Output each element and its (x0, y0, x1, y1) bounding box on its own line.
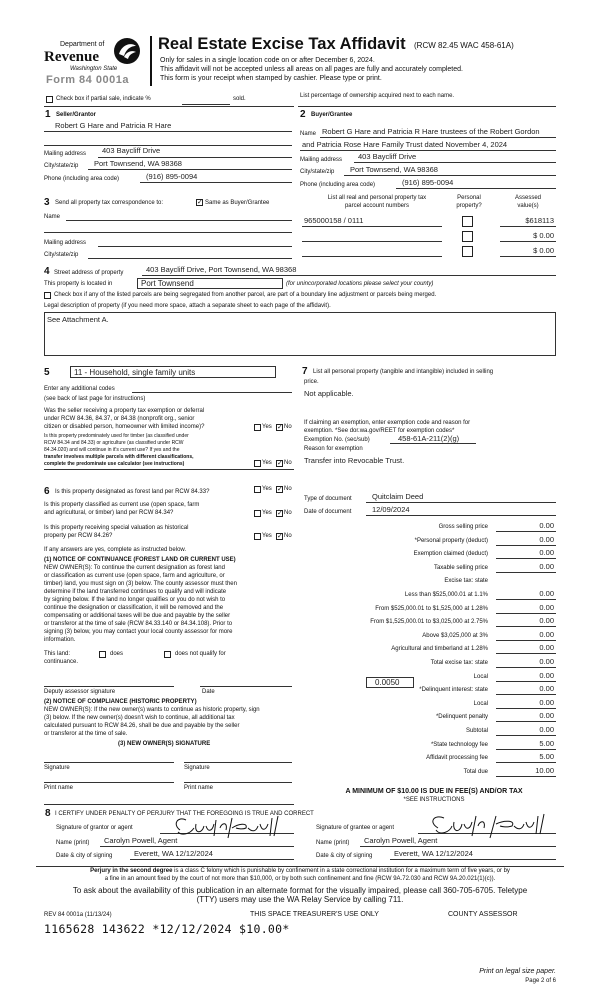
grantor-name[interactable]: Carolyn Powell, Agent (104, 836, 178, 845)
calc-row-value[interactable]: 0.00 (539, 521, 554, 530)
table-row (500, 241, 556, 242)
assessed-value-3[interactable]: $ 0.00 (533, 246, 554, 255)
q-exemption-yes-checkbox[interactable] (254, 424, 261, 431)
calc-row-label: Less than $525,000.01 at 1.1% (404, 592, 488, 598)
calc-row-value[interactable]: 0.00 (539, 657, 554, 666)
notice-continuance-line: information. (44, 637, 76, 643)
seller-title: Seller/Grantor (56, 112, 97, 118)
personal-property-checkbox-2[interactable] (462, 231, 473, 242)
calc-row-label: Local (473, 701, 488, 707)
doc-type-line (366, 502, 556, 503)
calc-row-label: Total due (463, 769, 488, 775)
dept-line1: Department of (60, 41, 105, 48)
new-owner-signature-title: (3) NEW OWNER(S) SIGNATURE (118, 741, 211, 747)
calc-row-line (496, 749, 556, 750)
personal-property-label-l1: List all personal property (tangible and intangible) included in selling (313, 369, 494, 375)
see-instructions: *SEE INSTRUCTIONS (403, 797, 465, 803)
yes-label: Yes (262, 486, 272, 492)
signature-label: Signature (184, 765, 210, 771)
additional-codes-field[interactable] (132, 392, 292, 393)
seller-city-line (88, 169, 292, 170)
no-label: No (284, 533, 292, 539)
no-label: No (284, 486, 292, 492)
header-note1: Only for sales in a single location code on or after December 6, 2024. (160, 57, 375, 64)
divider (44, 804, 294, 805)
buyer-name-line2[interactable]: and Patricia Rose Hare Family Trust dated November 4, 2024 (302, 140, 508, 149)
divider (44, 106, 294, 107)
grantor-date-city[interactable]: Everett, WA 12/12/2024 (134, 849, 213, 858)
notice-continuance-line: continue the designation or classification, it will be removed and the (44, 605, 224, 611)
q-timber-no-checkbox[interactable]: ✓ (277, 460, 283, 467)
table-row (302, 226, 442, 227)
parcel-col2-line1: Personal (457, 195, 481, 201)
parcel-col3-line1: Assessed (514, 195, 541, 201)
continuance-label: continuance. (44, 659, 79, 665)
notice-continuance-line: signing (3) below, you may contact your local county assessor for more (44, 629, 233, 635)
segregated-label: Check box if any of the listed parcels are being segregated from another parcel, are part of a boundary line adjustment or parcels being merged. (54, 292, 437, 298)
yes-label: Yes (262, 460, 272, 466)
table-row (500, 226, 556, 227)
calc-row-label: *Personal property (deduct) (414, 538, 488, 544)
header-divider (150, 36, 152, 86)
section-8-number: 8 (45, 808, 51, 819)
q-forest-no-checkbox[interactable]: ✓ (277, 486, 283, 493)
buyer-mailing-line (354, 162, 556, 163)
partial-sale-label: Check box if partial sale, indicate % (56, 96, 151, 102)
no-label: No (284, 424, 292, 430)
calc-row-value[interactable]: 0.00 (539, 711, 554, 720)
grantee-signature-icon (424, 812, 554, 840)
perjury-line2: a fine in an amount fixed by the court of not more than $10,000, or by both such confinement and fine (RCW 9A.72.030 and RCW 9A.20.021(1)(c)). (104, 876, 496, 882)
certify-statement: I CERTIFY UNDER PENALTY OF PERJURY THAT THE FOREGOING IS TRUE AND CORRECT (55, 811, 314, 817)
exemption-label-l1: If claiming an exemption, enter exemption code and reason for (304, 420, 471, 426)
seller-city[interactable]: Port Townsend, WA 98368 (94, 159, 182, 168)
q-exemption-l2: under RCW 84.36, 84.37, or 84.38 (nonprofit org., senior (44, 416, 195, 422)
q-exemption-no-checkbox[interactable]: ✓ (277, 424, 283, 431)
calc-row-line (496, 626, 556, 627)
land-use-code: 11 - Household, single family units (74, 368, 196, 377)
legal-label: Legal description of property (if you need more space, attach a separate sheet to each page of the affidavit). (44, 303, 331, 309)
owner-signature-field-2[interactable] (184, 762, 292, 763)
section-4-number: 4 (44, 266, 50, 277)
q-current-use-no-checkbox[interactable]: ✓ (277, 510, 283, 517)
parcel-number-1[interactable]: 965000158 / 0111 (304, 216, 364, 225)
same-as-buyer-checkbox[interactable]: ✓ (197, 199, 203, 206)
notice-compliance-line: calculated pursuant to RCW 84.26, shall be due and payable by the seller (44, 723, 240, 729)
grantee-date-line (390, 859, 556, 860)
divider (298, 106, 556, 107)
notice-continuance-line: NEW OWNER(S): To continue the current designation as forest land (44, 565, 225, 571)
dor-logo-icon (112, 36, 142, 66)
form-title: Real Estate Excise Tax Affidavit (158, 35, 406, 53)
perjury-bold: Perjury in the second degree (90, 868, 173, 874)
land-does-checkbox[interactable] (99, 651, 106, 658)
doc-date-label: Date of document (304, 509, 352, 515)
owner-print-name-field-1[interactable] (44, 782, 174, 783)
calc-row-value[interactable]: 0.00 (539, 698, 554, 707)
grantor-name-line (100, 846, 294, 847)
calc-row-label: Total excise tax: state (430, 660, 488, 666)
personal-property-value[interactable]: Not applicable. (304, 389, 354, 398)
land-does-not-label: does not qualify for (175, 651, 226, 657)
seller-city-label: City/state/zip (44, 163, 79, 169)
s3-mailing-field[interactable] (98, 246, 292, 247)
calc-row-value[interactable]: 5.00 (539, 752, 554, 761)
q-timber-l5: complete the predominate use calculator (see instructions) (44, 461, 185, 467)
calc-row-line (496, 667, 556, 668)
dept-line3: Washington State (70, 66, 118, 72)
seller-name-line2 (44, 145, 292, 146)
legal-description: See Attachment A. (47, 315, 109, 324)
buyer-city-line (344, 175, 556, 176)
calc-row-label: Agricultural and timberland at 1.28% (391, 646, 488, 652)
calc-row-label: From $1,525,000.01 to $3,025,000 at 2.75% (370, 619, 488, 625)
header-note2: This affidavit will not be accepted unless all areas on all pages are fully and accurately completed. (160, 66, 463, 73)
calc-row-value[interactable]: 0.00 (539, 684, 554, 693)
calc-row-value[interactable]: 0.00 (539, 616, 554, 625)
grantee-name[interactable]: Carolyn Powell, Agent (364, 836, 438, 845)
location-value: Port Townsend (141, 279, 194, 288)
parcel-col2-line2: property? (456, 203, 482, 209)
grantee-date-city[interactable]: Everett, WA 12/12/2024 (394, 849, 473, 858)
buyer-name-underline (320, 137, 556, 138)
notice-continuance-title: (1) NOTICE OF CONTINUANCE (FOREST LAND OR CURRENT USE) (44, 557, 236, 563)
minimum-due: A MINIMUM OF $10.00 IS DUE IN FEE(S) AND/OR TAX (345, 788, 523, 795)
calc-row-value[interactable]: 0.00 (539, 671, 554, 680)
calc-row-value[interactable]: 0.00 (539, 548, 554, 557)
calc-row-value[interactable]: 0.00 (539, 643, 554, 652)
grantor-name-label: Name (print) (56, 840, 90, 846)
print-name-label: Print name (44, 785, 74, 791)
signature-label: Signature (44, 765, 70, 771)
partial-sale-checkbox[interactable] (46, 96, 53, 103)
section-3-number: 3 (44, 197, 50, 208)
calc-row-label: *Delinquent interest: state (419, 687, 488, 693)
notice-continuance-line: timber) land, you must sign on (3) below. The county assessor must then (44, 581, 237, 587)
q-historic-yes-checkbox[interactable] (254, 533, 261, 540)
calc-row-label: Subtotal (465, 728, 488, 734)
notice-continuance-line: or transferor at the time of sale (RCW 84.33.140 or 84.34.108). Prior to (44, 621, 233, 627)
buyer-city[interactable]: Port Townsend, WA 98368 (350, 165, 438, 174)
q-exemption-l1: Was the seller receiving a property tax exemption or deferral (44, 408, 205, 414)
doc-date-line (366, 515, 556, 516)
calc-row-label: *State technology fee (430, 742, 488, 748)
grantor-date-line (130, 859, 294, 860)
calc-row-value[interactable]: 0.00 (539, 589, 554, 598)
deputy-signature-field[interactable] (44, 686, 174, 687)
reason-label: Reason for exemption (304, 446, 363, 452)
form-number: Form 84 0001a (46, 74, 129, 86)
calc-row-line (496, 735, 556, 736)
owner-print-name-field-2[interactable] (184, 782, 292, 783)
section-6-number: 6 (44, 486, 50, 497)
page-number: Page 2 of 6 (525, 978, 556, 984)
located-label: This property is located in (44, 281, 113, 287)
deputy-signature-label: Deputy assessor signature (44, 689, 116, 695)
notice-continuance-line: determine if the land transferred continues to qualify and will indicate (44, 589, 227, 595)
parcel-col1-line1: List all real and personal property tax (327, 195, 427, 201)
q-timber-l1: Is this property predominately used for timber (as classified under (44, 433, 189, 439)
buyer-phone-label: Phone (including area code) (300, 182, 376, 188)
land-does-not-checkbox[interactable] (164, 651, 171, 658)
calc-row-value[interactable]: 5.00 (539, 739, 554, 748)
calc-row-label: Taxable selling price (433, 565, 488, 571)
partial-percent-field[interactable] (182, 104, 230, 105)
s3-mailing-label: Mailing address (44, 240, 87, 246)
calc-row-value[interactable]: 0.00 (539, 725, 554, 734)
dept-line2: Revenue (44, 49, 99, 65)
q-current-use-l2: and agricultural, or timber) land per RCW 84.34? (44, 510, 174, 516)
additional-codes-label: Enter any additional codes (44, 386, 115, 392)
seller-name-line (44, 131, 292, 132)
form-rcw: (RCW 82.45 WAC 458-61A) (414, 41, 514, 50)
grantor-signature-icon (168, 814, 288, 840)
parcel-number-2[interactable] (302, 241, 442, 242)
buyer-name-underline2 (300, 150, 556, 151)
calc-row-line (496, 721, 556, 722)
rev-label: REV 84 0001a (11/13/24) (44, 912, 112, 918)
s3-name-line2[interactable] (44, 232, 292, 233)
seller-mailing-line (98, 157, 292, 158)
q-timber-yes-checkbox[interactable] (254, 460, 261, 467)
assessed-value-2[interactable]: $ 0.00 (533, 231, 554, 240)
same-as-buyer-label: Same as Buyer/Grantee (205, 200, 270, 206)
personal-property-checkbox-3[interactable] (462, 246, 473, 257)
exemption-no-line (390, 443, 476, 444)
this-land-label: This land: (44, 651, 71, 657)
access-line1: To ask about the availability of this publication in an alternate format for the visually impaired, please call 360-705-6705. Teletype (72, 886, 528, 895)
divider (36, 866, 564, 867)
land-does-label: does (110, 651, 124, 657)
calc-row-line (496, 558, 556, 559)
section-7-number: 7 (302, 366, 308, 377)
unincorporated-note: (for unincorporated locations please select your county) (286, 281, 434, 287)
no-label: No (284, 510, 292, 516)
s3-name-label: Name (44, 214, 61, 220)
exemption-no-label: Exemption No. (sec/sub) (304, 437, 370, 443)
yes-label: Yes (262, 533, 272, 539)
calc-row-line (496, 545, 556, 546)
q-historic-l2: property per RCW 84.26? (44, 533, 113, 539)
grantee-sig-label: Signature of grantee or agent (316, 825, 395, 831)
local-rate: 0.0050 (375, 678, 400, 687)
calc-row-value[interactable]: 10.00 (535, 766, 554, 775)
owner-signature-field-1[interactable] (44, 762, 174, 763)
calc-row-line (496, 572, 556, 573)
section-1-number: 1 (45, 109, 51, 120)
calc-row-label: *Delinquent penalty (435, 714, 488, 720)
segregated-checkbox[interactable] (44, 292, 51, 299)
table-row (500, 256, 556, 257)
q-timber-l3: 84.34.020) and will continue in it's current use? If yes and the (44, 447, 180, 453)
calc-row-line (496, 694, 556, 695)
street-address[interactable]: 403 Baycliff Drive, Port Townsend, WA 98368 (146, 265, 297, 274)
doc-date-value[interactable]: 12/09/2024 (372, 505, 410, 514)
yes-label: Yes (262, 424, 272, 430)
correspondence-label: Send all property tax correspondence to: (55, 200, 164, 206)
buyer-city-label: City/state/zip (300, 169, 335, 175)
assessed-value-1[interactable]: $618113 (525, 216, 554, 225)
divider (44, 469, 294, 470)
notice-continuance-line: or classification as current use (open space, farm and agriculture, or (44, 573, 225, 579)
calc-row-label: Local (473, 674, 488, 680)
doc-type-value[interactable]: Quitclaim Deed (372, 492, 424, 501)
notice-compliance-line: NEW OWNER(S): If the new owner(s) wants to continue as historic property, sign (44, 707, 260, 713)
legal-description-field[interactable] (44, 312, 556, 356)
parcel-col1-line2: parcel account numbers (344, 203, 410, 209)
personal-property-checkbox-1[interactable] (462, 216, 473, 227)
personal-property-label-l2: price. (304, 379, 319, 385)
buyer-title: Buyer/Grantee (311, 112, 353, 118)
calc-row-line (496, 708, 556, 709)
grantee-name-label: Name (print) (316, 840, 350, 846)
perjury-line1 (36, 868, 564, 874)
buyer-phone-line (396, 188, 556, 189)
grantor-sig-label: Signature of grantor or agent (56, 825, 133, 831)
ownership-label: List percentage of ownership acquired next to each name. (300, 93, 455, 99)
q-historic-no-checkbox[interactable]: ✓ (277, 533, 283, 540)
buyer-mailing-label: Mailing address (300, 157, 343, 163)
treasurer-label: THIS SPACE TREASURER'S USE ONLY (250, 911, 379, 918)
street-label: Street address of property (54, 270, 124, 276)
seller-mailing[interactable]: 403 Baycliff Drive (102, 146, 161, 155)
q-current-use-l1: Is this property classified as current use (open space, farm (44, 502, 200, 508)
calc-row-value[interactable]: 0.00 (539, 603, 554, 612)
seller-phone[interactable]: (916) 895-0094 (146, 172, 198, 181)
legal-size-note: Print on legal size paper. (479, 968, 556, 975)
deputy-date-label: Date (202, 689, 215, 695)
grantee-name-line (360, 846, 556, 847)
see-back-label: (see back of last page for instructions) (44, 396, 146, 402)
q-timber-l2: RCW 84.34 and 84.33) or agriculture (as classified under RCW (44, 440, 184, 446)
yes-label: Yes (262, 510, 272, 516)
header-note3: This form is your receipt when stamped by cashier. Please type or print. (160, 75, 382, 82)
calc-row-line (496, 640, 556, 641)
q-current-use-yes-checkbox[interactable] (254, 510, 261, 517)
doc-type-label: Type of document (304, 496, 352, 502)
print-name-label: Print name (184, 785, 214, 791)
q-forest: Is this property designated as forest land per RCW 84.33? (55, 489, 210, 495)
partial-sold-label: sold. (233, 96, 246, 102)
calc-row-line (496, 681, 556, 682)
exemption-no[interactable]: 458-61A-211(2)(g) (398, 434, 460, 443)
buyer-mailing[interactable]: 403 Baycliff Drive (358, 152, 417, 161)
parcel-number-3[interactable] (302, 256, 442, 257)
s3-name-field[interactable] (66, 220, 292, 221)
no-label: No (284, 460, 292, 466)
calc-row-line (496, 653, 556, 654)
grantee-date-label: Date & city of signing (316, 853, 373, 859)
q-timber-l4: transfer involves multiple parcels with different classifications, (44, 454, 194, 460)
if-yes-note: If any answers are yes, complete as instructed below. (44, 547, 187, 553)
q-exemption-l3: citizen or disabled person, homeowner with limited income)? (44, 424, 205, 430)
calc-row-line (496, 599, 556, 600)
notice-compliance-line: or transferor at the time of sale. (44, 731, 128, 737)
parcel-col3-line2: value(s) (517, 203, 539, 209)
calc-row-label: Affidavit processing fee (426, 755, 488, 761)
cashier-stamp: 1165628 143622 *12/12/2024 $10.00* (44, 922, 290, 936)
calc-row-line (496, 613, 556, 614)
grantor-date-label: Date & city of signing (56, 853, 113, 859)
buyer-name-label: Name (300, 131, 317, 137)
q-forest-yes-checkbox[interactable] (254, 486, 261, 493)
calc-row-line (496, 762, 556, 763)
calc-row-line (496, 776, 556, 777)
reason-value[interactable]: Transfer into Revocable Trust. (304, 456, 405, 465)
seller-mailing-label: Mailing address (44, 151, 87, 157)
calc-row-label: Exemption claimed (deduct) (413, 551, 488, 557)
county-assessor-label: COUNTY ASSESSOR (448, 911, 518, 918)
calc-row-label: Excise tax: state (444, 578, 488, 584)
calc-row-label: Above $3,025,000 at 3% (422, 633, 488, 639)
notice-compliance-title: (2) NOTICE OF COMPLIANCE (HISTORIC PROPERTY) (44, 699, 197, 705)
seller-phone-line (140, 182, 292, 183)
calc-row-label: From $525,000.01 to $1,525,000 at 1.28% (375, 606, 488, 612)
calc-row-value[interactable]: 0.00 (539, 562, 554, 571)
exemption-label-l2: exemption. *See dor.wa.gov/REET for exemption codes* (304, 428, 455, 434)
section-5-number: 5 (44, 367, 50, 378)
perjury-text: is a class C felony which is punishable by confinement in a state correctional institution for a maximum term of five years, or by (172, 868, 510, 874)
section-2-number: 2 (300, 109, 306, 120)
seller-phone-label: Phone (including area code) (44, 176, 120, 182)
calc-row-value[interactable]: 0.00 (539, 535, 554, 544)
notice-continuance-line: by signing below. If the land no longer qualifies or you do not wish to (44, 597, 226, 603)
q-historic-l1: Is this property receiving special valuation as historical (44, 525, 189, 531)
buyer-name-line1[interactable]: Robert G Hare and Patricia R Hare trustees of the Robert Gordon (322, 127, 540, 136)
s3-city-label: City/state/zip (44, 252, 79, 258)
notice-compliance-line: (3) below. If the new owner(s) doesn't wish to continue, all additional tax (44, 715, 235, 721)
access-line2: (TTY) users may use the WA Relay Service by calling 711. (196, 895, 404, 904)
calc-row-line (496, 531, 556, 532)
seller-name[interactable]: Robert G Hare and Patricia R Hare (55, 121, 172, 130)
calc-row-value[interactable]: 0.00 (539, 630, 554, 639)
notice-continuance-line: compensating or additional taxes will be due and payable by the seller (44, 613, 231, 619)
calc-row-label: Gross selling price (438, 524, 488, 530)
street-line (142, 275, 556, 276)
buyer-phone[interactable]: (916) 895-0094 (402, 178, 454, 187)
s3-city-field[interactable] (88, 258, 292, 259)
deputy-date-field[interactable] (200, 686, 292, 687)
